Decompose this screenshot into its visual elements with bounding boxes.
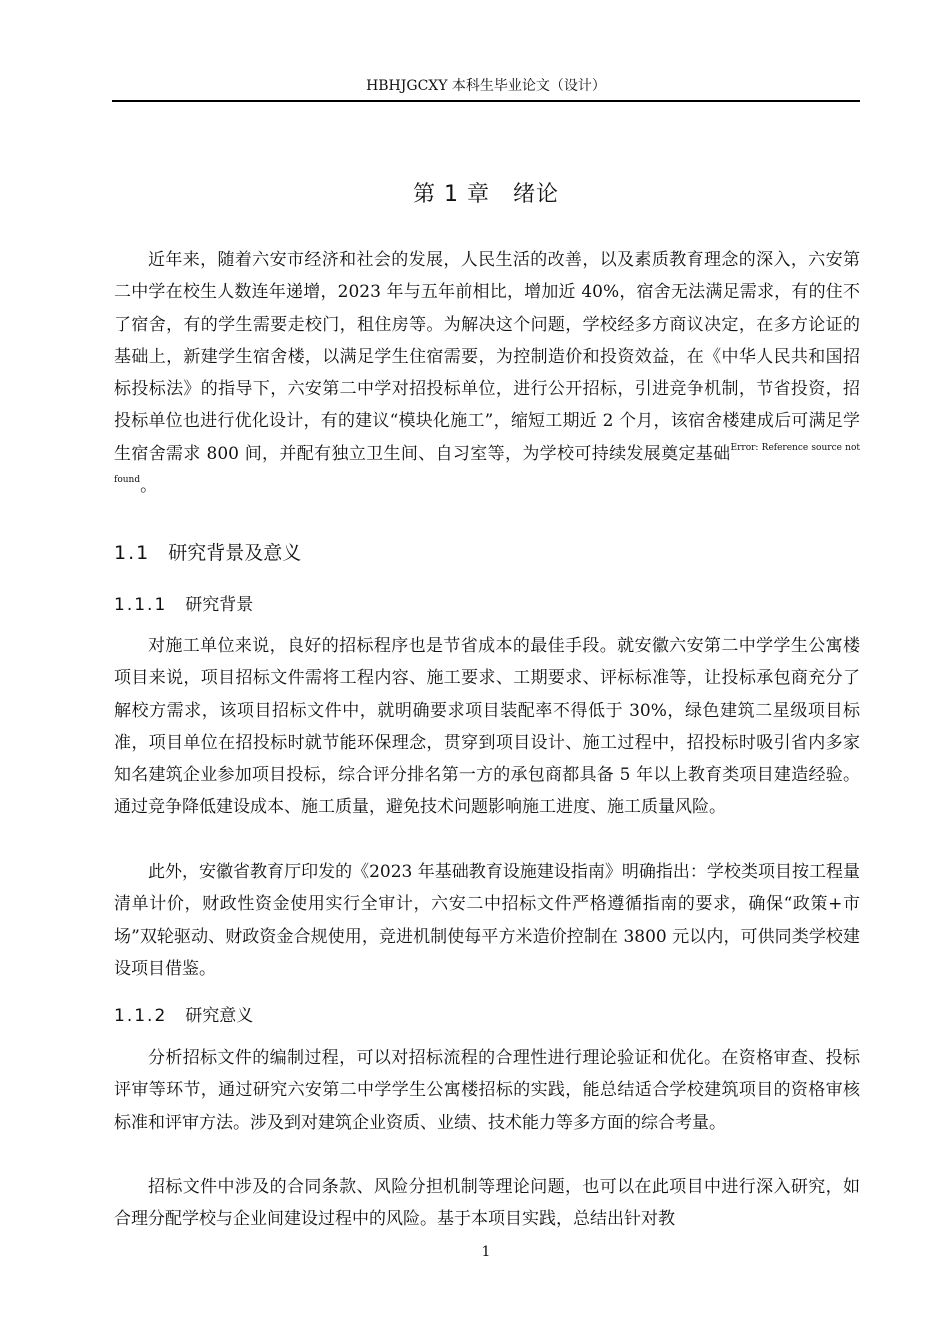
header-rule: [112, 100, 860, 102]
intro-text: 近年来，随着六安市经济和社会的发展，人民生活的改善，以及素质教育理念的深入，六安第二中学在校生人数连年递增，2023 年与五年前相比，增加近 40%，宿舍无法满足需求，有的住不了宿舍，有的学生需要走校门，租住房等。为解决这个问题，学校经多方商议决定，在多方论证的基础上，新建学生宿舍楼，以满足学生住宿需要，为控制造价和投资效益，在《中华人民共和国招标投标法》的指导下，六安第二中学对招投标单位，进行公开招标，引进竞争机制，节省投资，招投标单位也进行优化设计，有的建议“模块化施工”，缩短工期近 2 个月，该宿舍楼建成后可满足学生宿舍需求 800 间，并配有独立卫生间、自习室等，为学校可持续发展奠定基础: [114, 250, 860, 464]
body-paragraph: 此外，安徽省教育厅印发的《2023 年基础教育设施建设指南》明确指出：学校类项目按工程量清单计价，财政性资金使用实行全审计，六安二中招标文件严格遵循指南的要求，确保“政策+市场”双轮驱动、财政资金合规使用，竞进机制使每平方米造价控制在 3800 元以内，可供同类学校建设项目借鉴。: [114, 862, 860, 979]
section-heading-1-1-1: [114, 591, 860, 619]
section-number: 1.1.2: [114, 1006, 168, 1026]
section-title: 研究背景: [185, 595, 254, 615]
body-paragraph: 对施工单位来说，良好的招标程序也是节省成本的最佳手段。就安徽六安第二中学学生公寓楼项目来说，项目招标文件需将工程内容、施工要求、工期要求、评标标准等，让投标承包商充分了解校方需求，该项目招标文件中，就明确要求项目装配率不得低于 30%，绿色建筑二星级项目标准，项目单位在招投标时就节能环保理念，贯穿到项目设计、施工过程中，招投标时吸引省内多家知名建筑企业参加项目投标，综合评分排名第一方的承包商都具备 5 年以上教育类项目建造经验。通过竞争降低建设成本、施工质量，避免技术问题影响施工进度、施工质量风险。: [114, 636, 860, 818]
intro-paragraph: [114, 244, 860, 502]
body-paragraph: 招标文件中涉及的合同条款、风险分担机制等理论问题，也可以在此项目中进行深入研究，如合理分配学校与企业间建设过程中的风险。基于本项目实践，总结出针对教: [114, 1177, 860, 1230]
section-heading-1-1: [114, 538, 860, 568]
reference-error: Error: Reference source not found: [114, 442, 860, 486]
section-number: 1.1.1: [114, 595, 168, 615]
chapter-title: 第 1 章 绪论: [413, 182, 559, 207]
section-title: 研究背景及意义: [168, 542, 302, 564]
intro-end: 。: [140, 476, 158, 497]
section-heading-1-1-2: [114, 1002, 860, 1030]
page-number: 1: [481, 1244, 491, 1260]
section-number: 1.1: [114, 542, 151, 564]
body-paragraph: 分析招标文件的编制过程，可以对招标流程的合理性进行理论验证和优化。在资格审查、投标评审等环节，通过研究六安第二中学学生公寓楼招标的实践，能总结适合学校建筑项目的资格审核标准和评审方法。涉及到对建筑企业资质、业绩、技术能力等多方面的综合考量。: [114, 1048, 860, 1133]
section-title: 研究意义: [185, 1006, 254, 1026]
page-header: HBHJGCXY 本科生毕业论文（设计）: [366, 78, 606, 94]
